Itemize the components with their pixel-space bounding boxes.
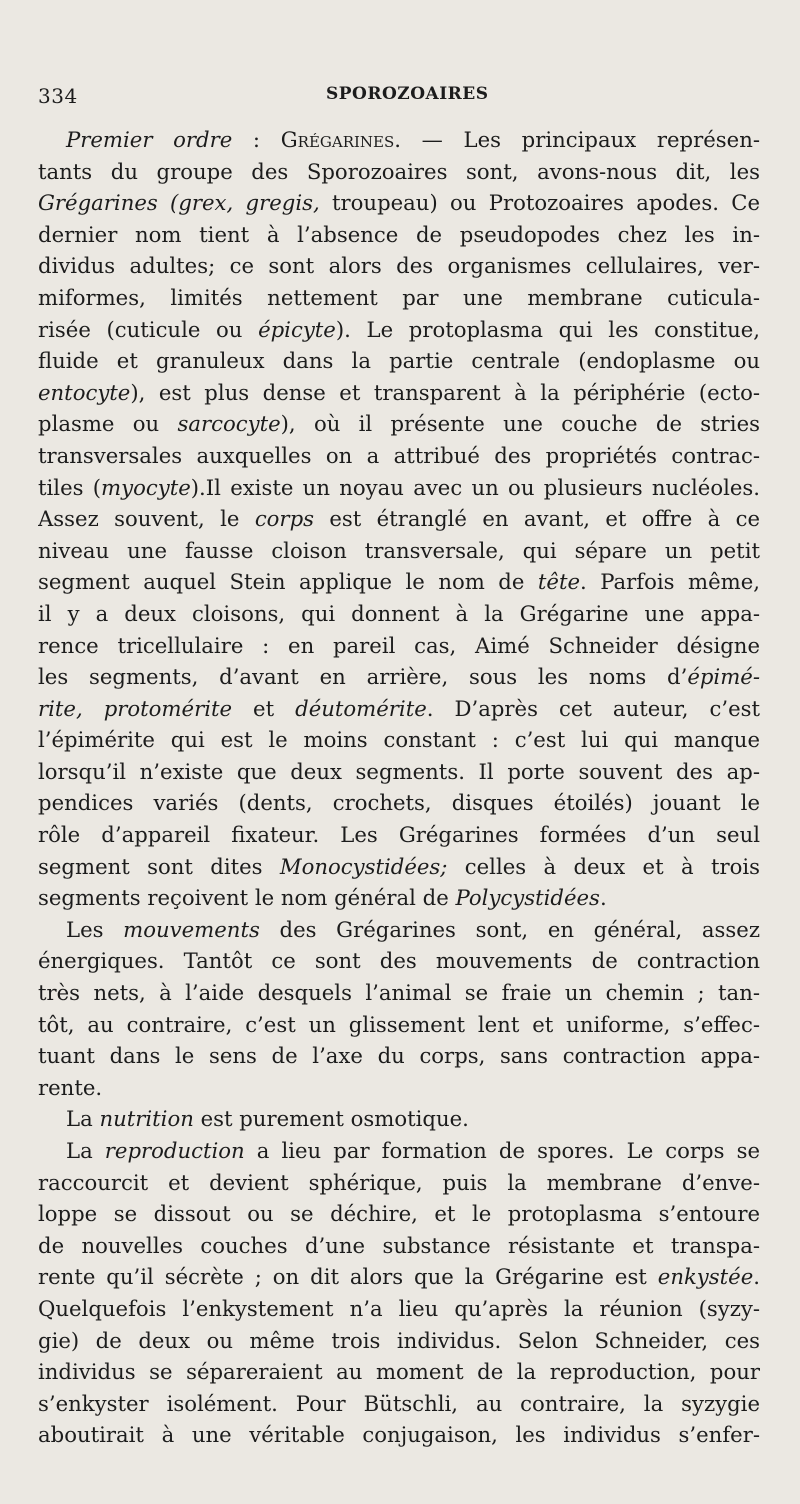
text-run: très nets, à l’aide desquels l’animal se fraie un chemin ; tan-	[38, 980, 760, 1006]
running-head: SPOROZOAIRES	[326, 84, 489, 104]
text-run: :	[232, 127, 281, 152]
text-run: dividus adultes; ce sont alors des organismes cellulaires, ver-	[38, 253, 760, 279]
text-run: tôt, au contraire, c’est un glissement lent et uniforme, s’effec-	[38, 1011, 760, 1037]
text-run: rente.	[38, 1074, 103, 1100]
text-run: segments reçoivent le nom général de	[38, 885, 456, 911]
text-line	[38, 1230, 760, 1262]
text-line	[38, 124, 760, 156]
text-run: a lieu par formation de spores. Le corps se	[244, 1138, 760, 1163]
text-run: les segments, d’avant en arrière, sous les noms d’	[38, 664, 688, 690]
text-run: Assez souvent, le	[38, 506, 255, 532]
text-run: s’enkyster isolément. Pour Bütschli, au contraire, la syzygie	[38, 1390, 760, 1416]
text-line	[38, 661, 760, 693]
text-run: Les	[66, 916, 124, 942]
text-line	[38, 1198, 760, 1230]
text-line	[38, 945, 760, 977]
small-caps-text: Grégarines	[280, 127, 395, 152]
text-line	[38, 472, 760, 504]
text-line	[38, 977, 760, 1009]
italic-text: Grégarines (grex, gregis,	[38, 190, 320, 216]
text-run: ), où il présente une couche de stries	[280, 411, 760, 437]
text-run: lorsqu’il n’existe que deux segments. Il porte souvent des ap-	[38, 758, 760, 784]
text-run: rôle d’appareil fixateur. Les Grégarines formées d’un seul	[38, 822, 760, 848]
text-line	[38, 1072, 760, 1104]
text-line	[38, 1356, 760, 1388]
text-line	[38, 156, 760, 188]
text-run: et	[232, 695, 296, 721]
text-run: plasme ou	[38, 411, 178, 437]
text-line	[38, 314, 760, 346]
text-run: risée (cuticule ou	[38, 316, 259, 342]
text-line	[38, 566, 760, 598]
text-run: tants du groupe des Sporozoaires sont, avons-nous dit, les	[38, 158, 760, 184]
text-run: . — Les principaux représen-	[394, 127, 760, 152]
text-run: dernier nom tient à l’absence de pseudopodes chez les in-	[38, 221, 760, 247]
text-line	[38, 440, 760, 472]
text-run: ), est plus dense et transparent à la périphérie (ecto-	[130, 379, 760, 405]
text-run: l’épimérite qui est le moins constant : c’est lui qui manque	[38, 727, 760, 753]
text-line	[38, 1009, 760, 1041]
text-run: ).Il existe un noyau avec un ou plusieurs nucléoles.	[190, 474, 760, 500]
text-run: ). Le protoplasma qui les constitue,	[335, 316, 760, 342]
italic-text: corps	[254, 506, 314, 532]
text-run: gie) de deux ou même trois individus. Selon Schneider, ces	[38, 1327, 760, 1353]
italic-text: Premier ordre	[66, 127, 233, 152]
text-line	[38, 598, 760, 630]
text-line	[38, 1261, 760, 1293]
text-run: segment auquel Stein applique le nom de	[38, 569, 538, 595]
text-run: tuant dans le sens de l’axe du corps, sans contraction appa-	[38, 1043, 760, 1069]
text-line	[38, 1325, 760, 1357]
text-run: .	[753, 1264, 760, 1290]
italic-text: Polycystidées	[455, 885, 600, 911]
text-run: est purement osmotique.	[193, 1106, 469, 1132]
text-line	[38, 219, 760, 251]
text-line	[38, 819, 760, 851]
text-run: . D’après cet auteur, c’est	[426, 695, 760, 721]
text-line	[38, 693, 760, 725]
text-line	[38, 250, 760, 282]
italic-text: rite, protomérite	[38, 695, 233, 721]
italic-text: reproduction	[104, 1138, 245, 1163]
text-run: troupeau) ou Protozoaires apodes. Ce	[319, 190, 760, 216]
body-text	[38, 124, 760, 1451]
page-header	[0, 84, 800, 114]
italic-text: entocyte	[38, 379, 131, 405]
text-run: pendices variés (dents, crochets, disques étoilés) jouant le	[38, 790, 760, 816]
text-line	[38, 882, 760, 914]
text-run: transversales auxquelles on a attribué des propriétés contrac-	[38, 442, 760, 468]
text-line	[38, 535, 760, 567]
italic-text: tête	[537, 569, 580, 595]
italic-text: déutomérite	[295, 695, 427, 721]
italic-text: épimé-	[687, 664, 760, 690]
text-line	[38, 787, 760, 819]
text-run: celles à deux et à trois	[447, 853, 760, 879]
text-line	[38, 1040, 760, 1072]
text-line	[38, 1419, 760, 1451]
text-run: aboutirait à une véritable conjugaison, les individus s’enfer-	[38, 1422, 760, 1448]
text-line	[38, 630, 760, 662]
text-run: segment sont dites	[38, 853, 280, 879]
text-line	[38, 282, 760, 314]
text-line	[38, 377, 760, 409]
text-line	[38, 503, 760, 535]
text-line	[38, 851, 760, 883]
text-run: La	[66, 1138, 105, 1163]
italic-text: mouvements	[123, 916, 260, 942]
text-line	[38, 408, 760, 440]
text-run: niveau une fausse cloison transversale, qui sépare un petit	[38, 537, 760, 563]
text-run: fluide et granuleux dans la partie centrale (endoplasme ou	[38, 348, 760, 374]
text-line	[38, 1103, 760, 1135]
text-run: miformes, limités nettement par une membrane cuticula-	[38, 284, 760, 310]
text-run: énergiques. Tantôt ce sont des mouvements de contraction	[38, 948, 760, 974]
italic-text: myocyte	[101, 474, 191, 500]
text-line	[38, 1135, 760, 1167]
text-run: individus se sépareraient au moment de la reproduction, pour	[38, 1359, 760, 1385]
text-run: raccourcit et devient sphérique, puis la membrane d’enve-	[38, 1169, 760, 1195]
text-line	[38, 724, 760, 756]
text-run: loppe se dissout ou se déchire, et le protoplasma s’entoure	[38, 1201, 760, 1227]
italic-text: nutrition	[99, 1106, 194, 1132]
text-line	[38, 345, 760, 377]
text-run: La	[66, 1106, 100, 1132]
text-run: rence tricellulaire : en pareil cas, Aimé Schneider désigne	[38, 632, 760, 658]
text-line	[38, 756, 760, 788]
text-run: des Grégarines sont, en général, assez	[259, 916, 760, 942]
text-line	[38, 914, 760, 946]
text-run: . Parfois même,	[580, 569, 760, 595]
text-line	[38, 1293, 760, 1325]
text-line	[38, 187, 760, 219]
italic-text: sarcocyte	[177, 411, 281, 437]
text-run: tiles (	[38, 474, 102, 500]
italic-text: enkystée	[657, 1264, 754, 1290]
text-run: est étranglé en avant, et offre à ce	[314, 506, 760, 532]
text-run: il y a deux cloisons, qui donnent à la Grégarine une appa-	[38, 600, 760, 626]
text-line	[38, 1388, 760, 1420]
text-run: rente qu’il sécrète ; on dit alors que la Grégarine est	[38, 1264, 658, 1290]
text-run: .	[599, 885, 607, 911]
text-run: Quelquefois l’enkystement n’a lieu qu’après la réunion (syzy-	[38, 1295, 760, 1321]
italic-text: Monocystidées;	[279, 853, 448, 879]
text-run: de nouvelles couches d’une substance résistante et transpa-	[38, 1232, 760, 1258]
text-line	[38, 1167, 760, 1199]
italic-text: épicyte	[258, 316, 336, 342]
page-number: 334	[38, 84, 78, 108]
